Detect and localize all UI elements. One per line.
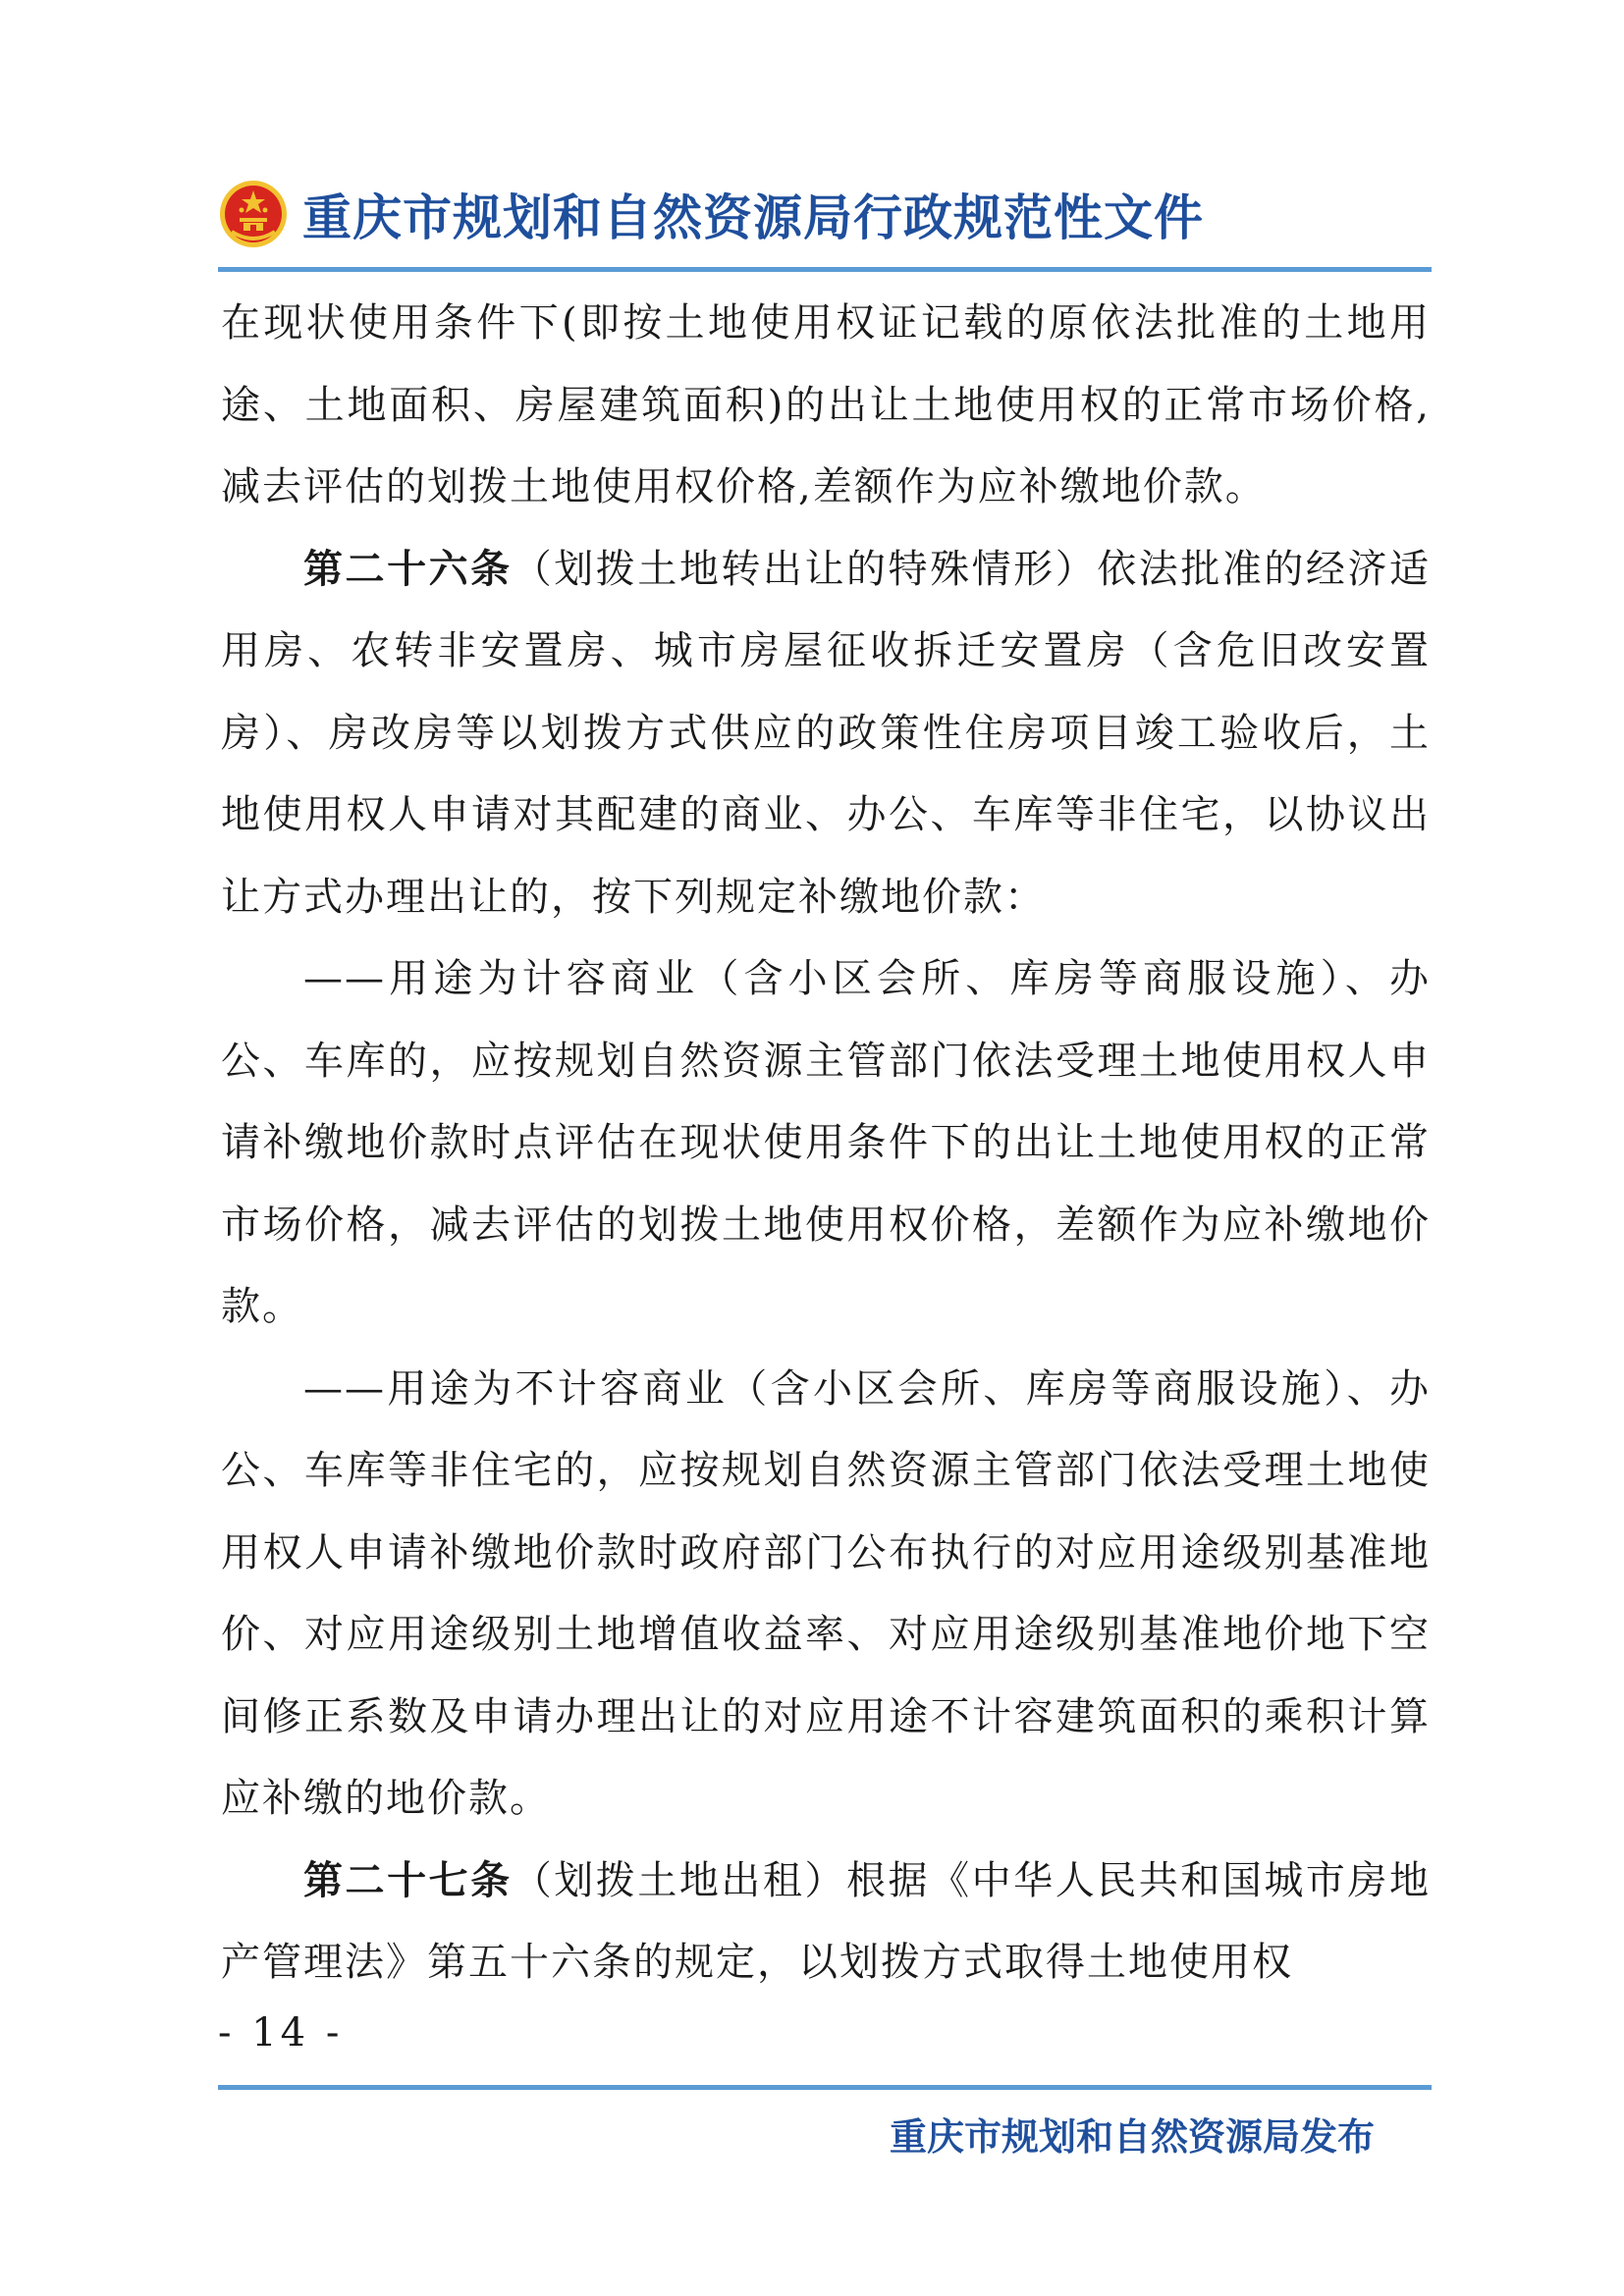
header-divider bbox=[218, 267, 1432, 272]
article-27-body: （划拨土地出租）根据《中华人民共和国城市房地产管理法》第五十六条的规定，以划拨方式取得土地使用权 bbox=[221, 1857, 1432, 1985]
article-26 bbox=[221, 529, 1431, 939]
article-26-body: （划拨土地转出让的特殊情形）依法批准的经济适用房、农转非安置房、城市房屋征收拆迁安置房（含危旧改安置房）、房改房等以划拨方式供应的政策性住房项目竣工验收后，土地使用权人申请对其配建的商业、办公、车库等非住宅，以协议出让方式办理出让的，按下列规定补缴地价款： bbox=[221, 546, 1432, 920]
page-number: - 14 - bbox=[218, 2010, 344, 2056]
article-27-title: 第二十七条 bbox=[303, 1857, 513, 1903]
document-header bbox=[218, 175, 1204, 253]
footer-publisher: 重庆市规划和自然资源局发布 bbox=[889, 2115, 1375, 2159]
header-title: 重庆市规划和自然资源局行政规范性文件 bbox=[302, 189, 1204, 246]
paragraph-continuation: 在现状使用条件下(即按土地使用权证记载的原依法批准的土地用途、土地面积、房屋建筑面积)的出让土地使用权的正常市场价格,减去评估的划拨土地使用权价格,差额作为应补缴地价款。 bbox=[221, 300, 1431, 509]
article-26-title: 第二十六条 bbox=[303, 546, 513, 592]
paragraph-dash-2: ——用途为不计容商业（含小区会所、库房等商服设施）、办公、车库等非住宅的，应按规划自然资源主管部门依法受理土地使用权人申请补缴地价款时政府部门公布执行的对应用途级别基准地价、对应用途级别土地增值收益率、对应用途级别基准地价地下空间修正系数及申请办理出让的对应用途不计容建筑面积的乘积计算应补缴的地价款。 bbox=[221, 1365, 1431, 1821]
article-27 bbox=[221, 1841, 1431, 2004]
document-body bbox=[221, 283, 1431, 2004]
paragraph-dash-1: ——用途为计容商业（含小区会所、库房等商服设施）、办公、车库的，应按规划自然资源主管部门依法受理土地使用权人申请补缴地价款时点评估在现状使用条件下的出让土地使用权的正常市场价格，减去评估的划拨土地使用权价格，差额作为应补缴地价款。 bbox=[221, 956, 1431, 1329]
footer-divider bbox=[218, 2085, 1432, 2090]
national-emblem-icon bbox=[218, 179, 289, 249]
